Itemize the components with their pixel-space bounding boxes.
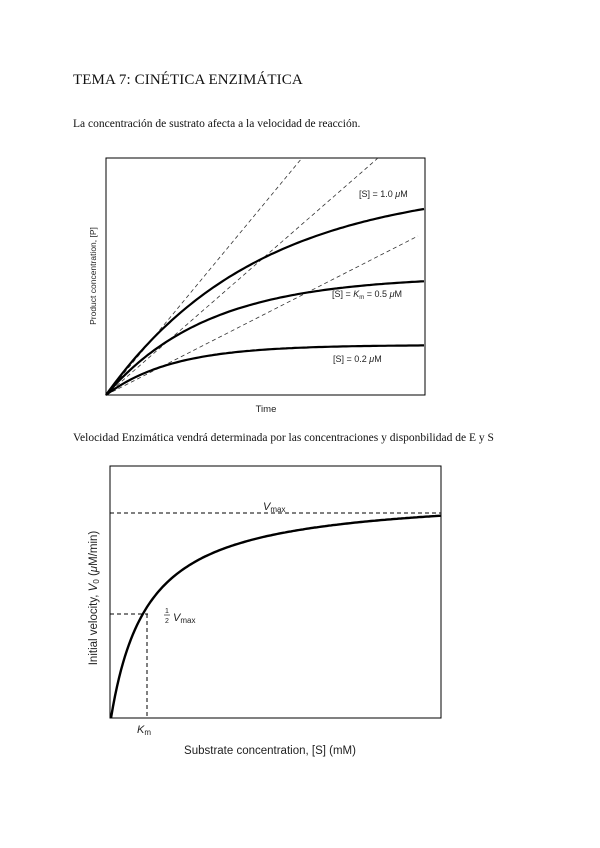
series-label-s-0.2: [S] = 0.2 μM <box>333 354 382 364</box>
half-vmax-label <box>164 608 195 625</box>
chart2-y-axis-label: Initial velocity, V0 (μM/min) <box>88 530 101 666</box>
vmax-label: Vmax <box>263 501 286 514</box>
chart1-x-axis-label: Time <box>255 404 277 415</box>
km-label: Km <box>137 724 152 737</box>
chart-product-vs-time <box>86 146 436 418</box>
tangent-curve-s-1.0 <box>106 158 302 395</box>
michaelis-menten-curve <box>111 516 441 718</box>
paragraph-enzyme-velocity: Velocidad Enzimática vendrá determinada por las concentraciones y disponbilidad de E y S <box>73 432 494 444</box>
series-label-s-km: $[S] = K_m = 0.5$ μM <box>332 289 402 301</box>
curve-s-0.2 <box>106 345 424 395</box>
series-label-s-1.0: [S] = 1.0 μM <box>359 189 408 199</box>
chart-michaelis-menten <box>80 462 450 762</box>
page-title: TEMA 7: CINÉTICA ENZIMÁTICA <box>73 72 303 88</box>
chart2-frame <box>110 466 441 718</box>
svg-text:Vmax: Vmax <box>173 612 196 625</box>
chart2-x-axis-label: Substrate concentration, [S] (mM) <box>184 745 356 757</box>
paragraph-substrate-effect: La concentración de sustrato afecta a la velocidad de reacción. <box>73 118 361 130</box>
svg-text:1: 1 <box>165 608 169 615</box>
chart1-y-axis-label: Product concentration, [P] <box>88 227 98 325</box>
svg-text:2: 2 <box>165 618 169 625</box>
